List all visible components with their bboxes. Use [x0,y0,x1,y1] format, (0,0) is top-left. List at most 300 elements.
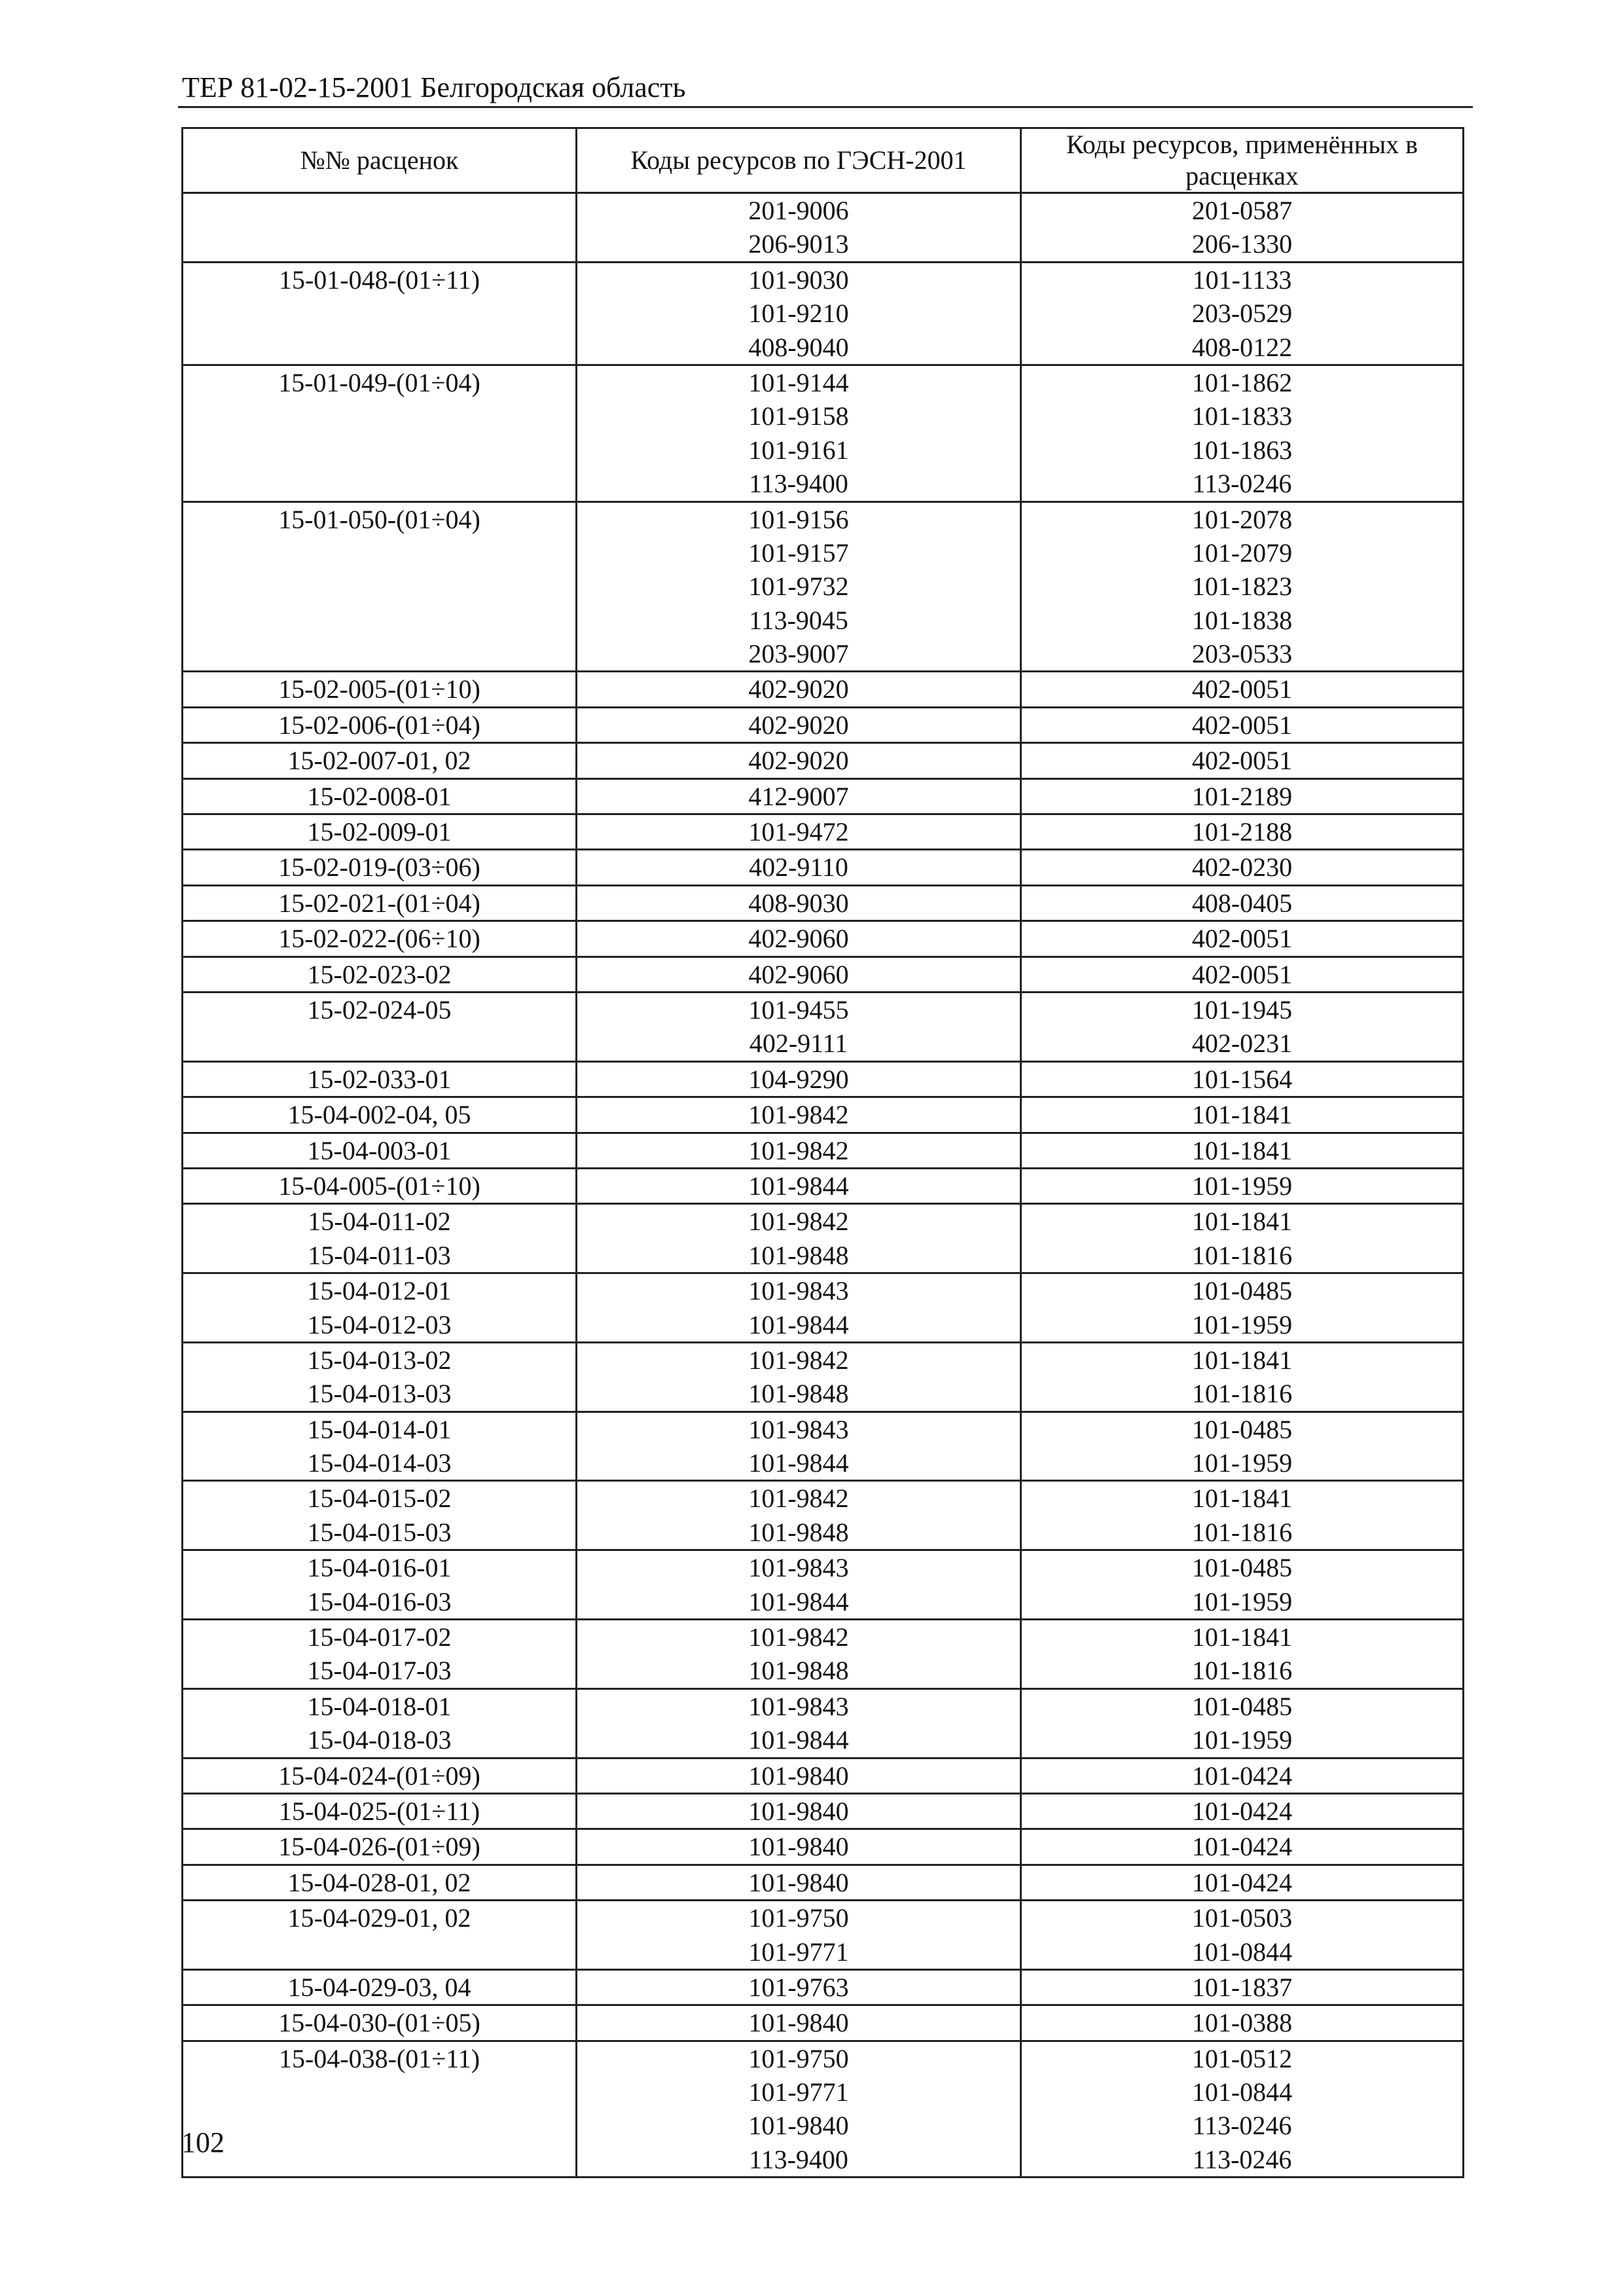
applied-code-cell [1021,1342,1464,1412]
rate-code-line: 15-04-030-(01÷05) [278,2008,480,2038]
applied-code-line: 402-0051 [1191,746,1293,776]
gesn-code-line: 101-9848 [748,1517,849,1547]
rate-code-cell [183,1168,577,1203]
rate-code-line: 15-02-022-(06÷10) [278,924,480,954]
rate-code-cell [183,672,577,707]
rate-code-line: 15-04-002-04, 05 [287,1100,471,1130]
applied-code-cell [1021,1204,1464,1273]
gesn-code-line: 101-9210 [748,299,849,329]
rate-code-cell [183,1901,577,1970]
applied-code-cell [1021,1133,1464,1168]
rate-code-cell [183,1342,577,1412]
applied-code-line: 101-1816 [1191,1656,1293,1686]
gesn-code-line: 101-9750 [748,2043,849,2073]
rate-code-line: 15-04-005-(01÷10) [278,1171,480,1201]
gesn-code-cell [577,193,1021,263]
applied-code-line: 101-0485 [1191,1276,1293,1306]
applied-code-cell [1021,1865,1464,1900]
applied-code-line: 101-1837 [1191,1972,1293,2002]
table-row [183,672,1464,707]
table-row [183,885,1464,920]
applied-code-line: 206-1330 [1191,229,1293,259]
rate-code-line: 15-02-009-01 [307,817,452,847]
applied-code-line: 101-1816 [1191,1517,1293,1547]
rate-code-line: 15-04-011-02 [308,1207,451,1237]
applied-code-line: 101-1959 [1191,1448,1293,1478]
applied-code-line: 101-1862 [1191,367,1293,397]
table-row [183,1829,1464,1865]
applied-code-cell [1021,365,1464,501]
applied-code-line: 113-0246 [1192,2111,1292,2141]
applied-code-line: 101-0424 [1191,1760,1293,1791]
rate-code-cell [183,193,577,263]
applied-code-cell [1021,262,1464,365]
gesn-code-line: 101-9843 [748,1691,849,1721]
rate-code-cell [183,1097,577,1133]
rate-code-line: 15-02-005-(01÷10) [278,674,480,704]
table-row [183,1793,1464,1829]
table-row [183,262,1464,365]
gesn-code-cell [577,1688,1021,1758]
gesn-code-cell [577,672,1021,707]
applied-code-line: 203-0529 [1191,299,1293,329]
table-row [183,1688,1464,1758]
rate-code-line: 15-04-016-01 [307,1553,452,1583]
applied-code-line: 101-1841 [1191,1484,1293,1514]
rate-code-cell [183,1550,577,1620]
rate-code-line: 15-01-050-(01÷04) [278,504,480,534]
gesn-code-line: 101-9840 [748,2008,849,2038]
rate-code-cell [183,1481,577,1550]
gesn-code-line: 101-9771 [748,2077,849,2107]
gesn-code-line: 402-9020 [748,746,849,776]
table-row [183,743,1464,778]
gesn-code-line: 101-9844 [748,1309,849,1339]
rate-code-cell [183,2005,577,2041]
applied-code-line: 101-1959 [1191,1586,1293,1616]
rate-code-cell [183,992,577,1061]
applied-code-line: 101-1823 [1191,572,1293,602]
applied-code-line: 101-1816 [1191,1379,1293,1409]
gesn-code-line: 402-9110 [749,852,848,883]
gesn-code-line: 101-9156 [748,504,849,534]
applied-code-cell [1021,672,1464,707]
applied-code-line: 101-0388 [1191,2008,1293,2038]
rate-code-line: 15-04-011-03 [308,1240,451,1270]
gesn-code-cell [577,501,1021,672]
applied-code-line: 101-1841 [1191,1135,1293,1165]
applied-code-line: 402-0230 [1191,852,1293,883]
applied-code-cell [1021,1273,1464,1343]
table-row [183,1204,1464,1273]
gesn-code-cell [577,885,1021,920]
rate-code-cell [183,850,577,885]
rate-code-cell [183,501,577,672]
rate-code-line: 15-04-015-03 [307,1517,452,1547]
applied-code-cell [1021,1969,1464,2005]
gesn-code-line: 201-9006 [748,196,849,225]
gesn-code-line: 101-9472 [748,817,849,847]
rate-code-cell [183,262,577,365]
applied-code-line: 101-1841 [1191,1207,1293,1237]
gesn-code-cell [577,814,1021,850]
rate-code-cell [183,1412,577,1481]
applied-code-cell [1021,193,1464,263]
gesn-code-line: 101-9455 [748,994,849,1025]
applied-code-cell [1021,2005,1464,2041]
gesn-code-line: 101-9840 [748,1796,849,1826]
gesn-code-line: 101-9161 [748,435,849,465]
table-row [183,1412,1464,1481]
rate-code-cell [183,814,577,850]
gesn-code-line: 101-9843 [748,1276,849,1306]
rate-code-cell [183,1273,577,1343]
gesn-code-line: 101-9030 [748,264,849,295]
table-row [183,778,1464,814]
gesn-code-cell [577,1620,1021,1689]
applied-code-line: 101-1841 [1191,1345,1293,1375]
rate-code-cell [183,707,577,742]
table-row [183,1620,1464,1689]
rate-code-line: 15-04-018-01 [307,1691,452,1721]
table-row [183,1061,1464,1097]
rate-code-line: 15-04-025-(01÷11) [278,1796,480,1826]
gesn-code-line: 101-9843 [748,1553,849,1583]
gesn-code-line: 402-9111 [749,1029,848,1059]
applied-code-cell [1021,1829,1464,1865]
table-body [183,193,1464,2178]
gesn-code-cell [577,365,1021,501]
rate-code-cell [183,1133,577,1168]
applied-code-line: 101-1816 [1191,1240,1293,1270]
gesn-code-line: 101-9840 [748,2111,849,2141]
gesn-code-cell [577,262,1021,365]
gesn-code-line: 101-9844 [748,1586,849,1616]
table-row [183,501,1464,672]
gesn-code-cell [577,1168,1021,1203]
gesn-code-cell [577,1061,1021,1097]
table-row [183,1168,1464,1203]
gesn-code-line: 101-9840 [748,1867,849,1897]
gesn-code-line: 101-9842 [748,1622,849,1652]
applied-code-line: 101-1959 [1191,1725,1293,1755]
rate-code-line: 15-04-013-03 [307,1379,452,1409]
applied-code-line: 402-0051 [1191,924,1293,954]
applied-code-line: 101-0503 [1191,1903,1293,1933]
applied-code-line: 408-0405 [1191,888,1293,918]
rate-code-line: 15-04-038-(01÷11) [278,2043,480,2073]
applied-code-line: 101-0424 [1191,1796,1293,1826]
gesn-code-cell [577,1273,1021,1343]
applied-code-cell [1021,885,1464,920]
rate-code-line: 15-02-007-01, 02 [287,746,471,776]
table-row [183,1969,1464,2005]
table-row [183,193,1464,263]
gesn-code-line: 101-9750 [748,1903,849,1933]
rate-code-cell [183,885,577,920]
rate-code-line: 15-04-029-01, 02 [287,1903,471,1933]
gesn-code-cell [577,2041,1021,2178]
table-row [183,1550,1464,1620]
rate-code-cell [183,1758,577,1793]
rate-code-line: 15-04-012-03 [307,1309,452,1339]
gesn-code-cell [577,1550,1021,1620]
rate-code-line: 15-02-024-05 [307,994,452,1025]
applied-code-cell [1021,1758,1464,1793]
rate-code-cell [183,365,577,501]
applied-code-line: 402-0051 [1191,959,1293,989]
applied-code-cell [1021,1168,1464,1203]
table-header-row [183,128,1464,193]
gesn-code-line: 113-9400 [749,469,848,499]
applied-code-line: 101-1841 [1191,1622,1293,1652]
gesn-code-line: 101-9842 [748,1100,849,1130]
gesn-code-cell [577,778,1021,814]
gesn-code-cell [577,1901,1021,1970]
table-row [183,2005,1464,2041]
applied-code-line: 101-2078 [1191,504,1293,534]
rate-code-line: 15-02-033-01 [307,1064,452,1094]
rate-code-line: 15-04-029-03, 04 [287,1972,471,2002]
gesn-code-cell [577,957,1021,992]
applied-code-line: 201-0587 [1191,196,1293,225]
gesn-code-line: 101-9842 [748,1135,849,1165]
rate-code-cell [183,778,577,814]
rate-code-line: 15-04-028-01, 02 [287,1867,471,1897]
table-row [183,365,1464,501]
applied-code-line: 113-0246 [1192,469,1292,499]
gesn-code-cell [577,2005,1021,2041]
gesn-code-cell [577,1829,1021,1865]
page-number: 102 [181,2126,225,2159]
gesn-code-line: 104-9290 [748,1064,849,1094]
gesn-code-line: 402-9020 [748,710,849,740]
gesn-code-line: 203-9007 [748,639,849,669]
gesn-code-line: 402-9060 [748,959,849,989]
gesn-code-line: 101-9144 [748,367,849,397]
applied-code-line: 101-1564 [1191,1064,1293,1094]
rate-code-cell [183,2041,577,2178]
table-row [183,1481,1464,1550]
gesn-code-cell [577,1204,1021,1273]
page-header-title: ТЕР 81-02-15-2001 Белгородская область [182,71,686,103]
rate-code-line: 15-01-049-(01÷04) [278,367,480,397]
rate-code-line: 15-02-008-01 [307,781,452,811]
rate-code-cell [183,957,577,992]
rate-code-line: 15-04-012-01 [307,1276,452,1306]
applied-code-line: 101-1838 [1191,605,1293,635]
rate-code-line: 15-04-014-01 [307,1414,452,1444]
gesn-code-line: 101-9763 [748,1972,849,2002]
applied-code-cell [1021,850,1464,885]
table-row [183,1133,1464,1168]
gesn-code-line: 101-9158 [748,401,849,431]
rate-code-line: 15-01-048-(01÷11) [278,264,480,295]
gesn-code-line: 402-9020 [748,674,849,704]
gesn-code-line: 101-9842 [748,1345,849,1375]
gesn-code-cell [577,921,1021,957]
gesn-code-cell [577,1412,1021,1481]
rate-code-line [183,194,575,227]
rate-code-cell [183,1620,577,1689]
rate-code-line: 15-02-023-02 [307,959,452,989]
applied-code-cell [1021,1688,1464,1758]
gesn-code-line: 101-9842 [748,1484,849,1514]
applied-code-line: 101-1863 [1191,435,1293,465]
applied-code-line: 402-0051 [1191,674,1293,704]
rate-code-line: 15-04-015-02 [307,1484,452,1514]
table-row [183,1865,1464,1900]
rate-code-line: 15-04-013-02 [307,1345,452,1375]
rate-code-cell [183,921,577,957]
rate-code-line: 15-02-021-(01÷04) [278,888,480,918]
gesn-code-line: 408-9040 [748,332,849,362]
gesn-code-line: 402-9060 [748,924,849,954]
gesn-code-line: 101-9848 [748,1240,849,1270]
gesn-code-cell [577,1865,1021,1900]
gesn-code-cell [577,1758,1021,1793]
gesn-code-line: 113-9400 [749,2144,848,2174]
applied-code-line: 402-0231 [1191,1029,1293,1059]
gesn-code-line: 101-9844 [748,1448,849,1478]
rate-code-cell [183,1061,577,1097]
table-row [183,850,1464,885]
gesn-code-line: 101-9840 [748,1760,849,1791]
applied-code-cell [1021,921,1464,957]
rate-code-line: 15-04-003-01 [307,1135,452,1165]
gesn-code-line: 101-9844 [748,1725,849,1755]
applied-code-line: 101-0424 [1191,1832,1293,1862]
rate-code-line: 15-04-024-(01÷09) [278,1760,480,1791]
applied-code-cell [1021,1793,1464,1829]
applied-code-line: 101-0485 [1191,1691,1293,1721]
gesn-code-cell [577,1133,1021,1168]
applied-code-cell [1021,707,1464,742]
rate-code-cell [183,743,577,778]
applied-code-line: 203-0533 [1191,639,1293,669]
column-header-applied-codes: Коды ресурсов, применённых в расценках [1021,128,1464,193]
applied-code-cell [1021,2041,1464,2178]
gesn-code-cell [577,1342,1021,1412]
table-row [183,814,1464,850]
gesn-code-line: 101-9842 [748,1207,849,1237]
gesn-code-line: 408-9030 [748,888,849,918]
applied-code-cell [1021,957,1464,992]
table-row [183,992,1464,1061]
applied-code-cell [1021,1481,1464,1550]
gesn-code-line: 101-9732 [748,572,849,602]
rate-code-line: 15-04-026-(01÷09) [278,1832,480,1862]
rate-code-line: 15-04-016-03 [307,1586,452,1616]
rate-code-cell [183,1688,577,1758]
applied-code-cell [1021,1550,1464,1620]
table-row [183,1273,1464,1343]
rate-code-cell [183,1969,577,2005]
applied-code-line: 402-0051 [1191,710,1293,740]
applied-code-line: 101-2079 [1191,538,1293,568]
rate-code-cell [183,1793,577,1829]
applied-code-line: 101-0485 [1191,1414,1293,1444]
applied-code-line: 101-1833 [1191,401,1293,431]
table-row [183,1758,1464,1793]
applied-code-line: 101-1959 [1191,1171,1293,1201]
applied-code-cell [1021,992,1464,1061]
gesn-code-cell [577,992,1021,1061]
rate-code-line: 15-04-017-03 [307,1656,452,1686]
applied-code-line: 101-1945 [1191,994,1293,1025]
gesn-code-line: 412-9007 [748,781,849,811]
rate-code-line: 15-04-018-03 [307,1725,452,1755]
gesn-code-line: 101-9843 [748,1414,849,1444]
applied-code-line: 101-0844 [1191,2077,1293,2107]
gesn-code-cell [577,707,1021,742]
applied-code-line: 101-0844 [1191,1937,1293,1967]
applied-code-cell [1021,814,1464,850]
gesn-code-line: 101-9844 [748,1171,849,1201]
applied-code-line: 408-0122 [1191,332,1293,362]
gesn-code-cell [577,1793,1021,1829]
table-row [183,707,1464,742]
applied-code-line: 101-2189 [1191,781,1293,811]
gesn-code-cell [577,743,1021,778]
applied-code-cell [1021,1412,1464,1481]
table-row [183,2041,1464,2178]
column-header-gesn-codes: Коды ресурсов по ГЭСН-2001 [577,128,1021,193]
rate-code-line: 15-02-019-(03÷06) [278,852,480,883]
table-row [183,1342,1464,1412]
header-rule [178,106,1473,108]
applied-code-cell [1021,1097,1464,1133]
applied-code-line: 101-2188 [1191,817,1293,847]
applied-code-cell [1021,1901,1464,1970]
gesn-code-cell [577,1969,1021,2005]
gesn-code-line: 101-9771 [748,1937,849,1967]
rate-code-cell [183,1865,577,1900]
applied-code-cell [1021,1620,1464,1689]
gesn-code-line: 101-9848 [748,1656,849,1686]
applied-code-cell [1021,778,1464,814]
gesn-code-line: 113-9045 [749,605,848,635]
gesn-code-line: 101-9848 [748,1379,849,1409]
rate-code-line: 15-04-017-02 [307,1622,452,1652]
applied-code-line: 113-0246 [1192,2144,1292,2174]
applied-code-line: 101-1959 [1191,1309,1293,1339]
applied-code-line: 101-1841 [1191,1100,1293,1130]
applied-code-line: 101-0512 [1191,2043,1293,2073]
table-row [183,1901,1464,1970]
rate-code-line: 15-04-014-03 [307,1448,452,1478]
applied-code-cell [1021,1061,1464,1097]
table-row [183,957,1464,992]
applied-code-line: 101-0424 [1191,1867,1293,1897]
gesn-code-cell [577,1097,1021,1133]
gesn-code-line: 101-9840 [748,1832,849,1862]
table-row [183,1097,1464,1133]
column-header-rates: №№ расценок [183,128,577,193]
gesn-code-cell [577,850,1021,885]
rate-code-line: 15-02-006-(01÷04) [278,710,480,740]
applied-code-cell [1021,743,1464,778]
resource-codes-table [181,127,1464,2178]
gesn-code-line: 101-9157 [748,538,849,568]
gesn-code-line: 206-9013 [748,229,849,259]
table-row [183,921,1464,957]
rate-code-cell [183,1204,577,1273]
applied-code-cell [1021,501,1464,672]
gesn-code-cell [577,1481,1021,1550]
applied-code-line: 101-0485 [1191,1553,1293,1583]
rate-code-cell [183,1829,577,1865]
